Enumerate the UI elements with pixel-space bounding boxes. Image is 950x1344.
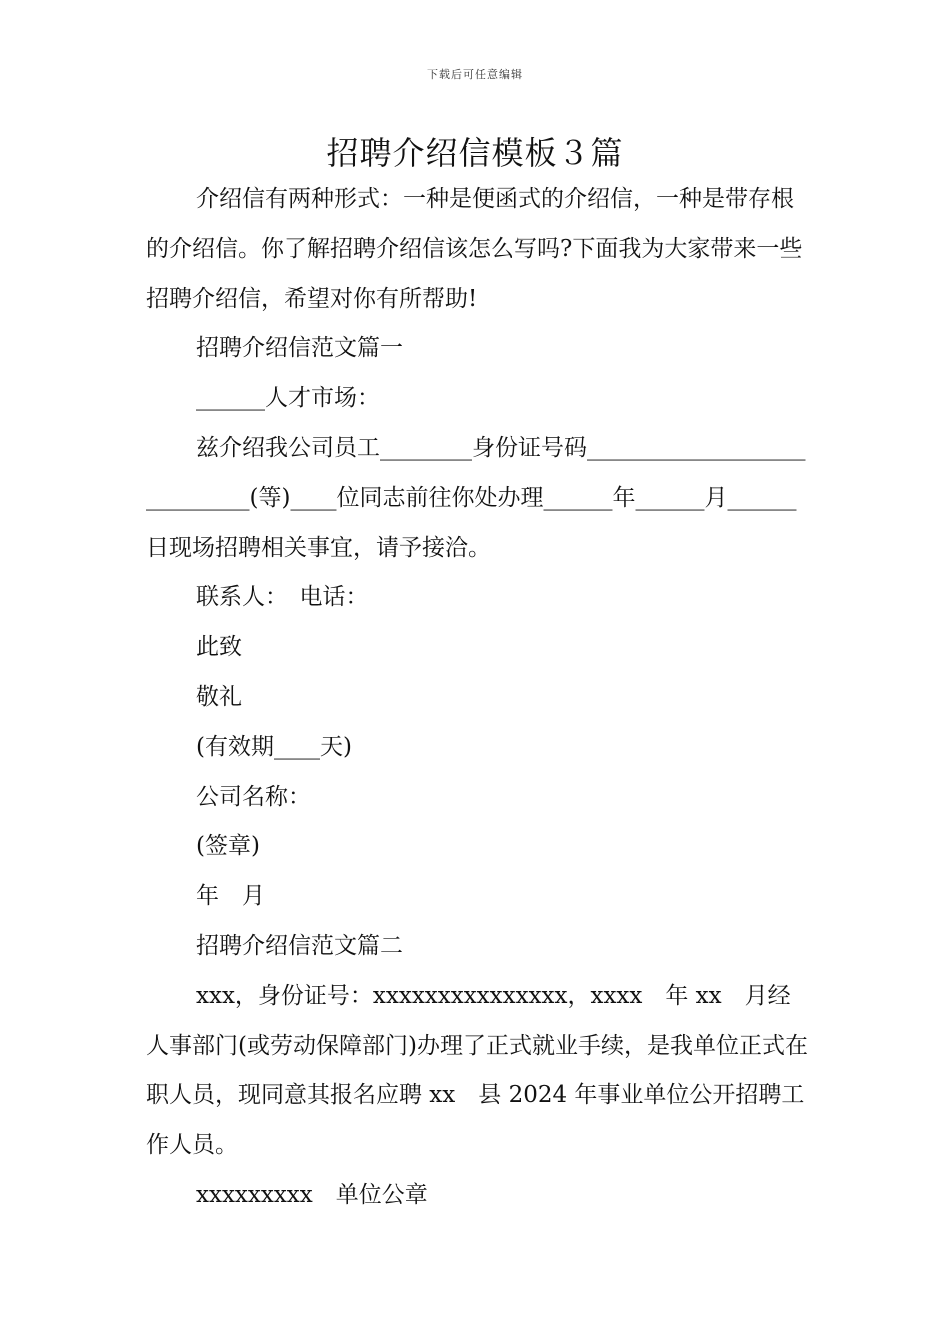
section1-heading: 招聘介绍信范文篇一 [196,335,403,362]
section1-validity: (有效期____天) [196,733,352,760]
section2-body: xxx，身份证号：xxxxxxxxxxxxxxx，xxxx 年 xx 月经人事部门(或劳动保障部门)办理了正式就业手续，是我单位正式在职人员，现同意其报名应聘 xx 县 2024 年事业单位公开招聘工作人员。 [146,982,808,1159]
section1-body: 兹介绍我公司员工________身份证号码____________________________(等)____位同志前往你处办理______年______月______日现场招聘相关事宜，请予接洽。 [146,434,806,561]
section1-seal: (签章) [196,833,260,860]
section1-company: 公司名称： [196,783,311,810]
intro-paragraph: 介绍信有两种形式：一种是便函式的介绍信，一种是带存根的介绍信。你了解招聘介绍信该怎么写吗?下面我为大家带来一些招聘介绍信，希望对你有所帮助! [146,186,803,312]
document-title: 招聘介绍信模板３篇 [326,134,624,172]
section2-seal: xxxxxxxxx 单位公章 [196,1181,428,1208]
section2-heading: 招聘介绍信范文篇二 [196,932,403,959]
section1-salutation: ______人才市场： [196,385,380,412]
section1-date: 年 月 [196,883,265,910]
section1-closing-1: 此致 [196,634,242,661]
section1-closing-2: 敬礼 [196,683,242,710]
section1-contact: 联系人： 电话： [196,584,369,611]
header-note: 下载后可任意编辑 [427,68,523,81]
document-body [146,175,811,1221]
